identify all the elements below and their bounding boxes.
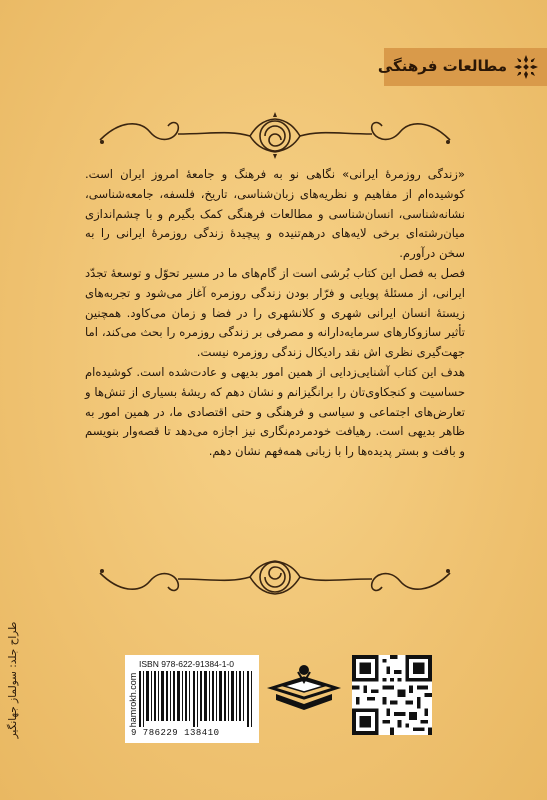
qr-code-icon: [352, 655, 432, 735]
series-title: مطالعات فرهنگی: [377, 57, 507, 75]
top-ornament: [80, 110, 470, 160]
publisher-logo-icon: [264, 660, 344, 720]
designer-text: طراح جلد: سولماز جهانگیر: [7, 621, 19, 739]
floral-cross-icon: [513, 54, 539, 80]
bottom-ornament: [80, 553, 470, 603]
series-band: [377, 48, 547, 86]
barcode-digits: 9 786229 138410: [131, 728, 220, 738]
back-cover-text: [85, 165, 465, 462]
isbn-label: ISBN 978-622-91384-1-0: [139, 659, 234, 669]
barcode-icon: [139, 671, 255, 727]
paragraph: «زندگی روزمرهٔ ایرانی» نگاهی نو به فرهنگ و جامعهٔ امروز ایران است. کوشیده‌ام از مفاهیم و نظریه‌های زبان‌شناسی، تاریخ، فلسفه، جامعه‌شناسی، نشانه‌شناسی، انسان‌شناسی و مطالعات فرهنگی کمک بگیرم و با چشم‌اندازی میان‌رشته‌ای برخی لایه‌های درهم‌تنیده و پیچیدهٔ زندگی روزمرهٔ ایرانی را به سخن درآورم.: [85, 167, 465, 261]
publisher-website: [126, 660, 140, 740]
isbn-barcode: [125, 655, 259, 743]
cover-designer-credit: [6, 600, 20, 760]
website-text: hamrokh.com: [128, 672, 138, 728]
paragraph: هدف این کتاب آشنایی‌زدایی از همین امور بدیهی و عادت‌شده است. کوشیده‌ام حساسیت و کنجکاوی‌تان را برانگیزانم و نشان دهم که ریشهٔ بسیاری از تنش‌ها و تعارض‌های اجتماعی و سیاسی و فرهنگی و حتی اقتصادی ما، در همین امور به ظاهر بدیهی است. رهیافت خودمردم‌نگاری نیز اجازه می‌دهد تا قصه‌وار بنویسم و بافت و بستر پدیده‌ها را با زبانی همه‌فهم نشان دهم.: [85, 364, 465, 459]
paragraph: فصل به فصل این کتاب بُرشی است از گام‌های ما در مسیر تحوّل و توسعهٔ تجدّد ایرانی، از مسئلهٔ پویایی و فرّار بودن زندگی روزمره آغاز می‌شود و تجربه‌های زیستهٔ انسان ایرانی شهری و کلانشهری را در فضا و زمان می‌کاود. همچنین تأثیر سازوکارهای سرمایه‌دارانه و مصرفی بر زندگی روزمره را بحث می‌کند، اما جهت‌گیری نظری اش نقد رادیکال زندگی روزمره نیست.: [85, 265, 465, 360]
